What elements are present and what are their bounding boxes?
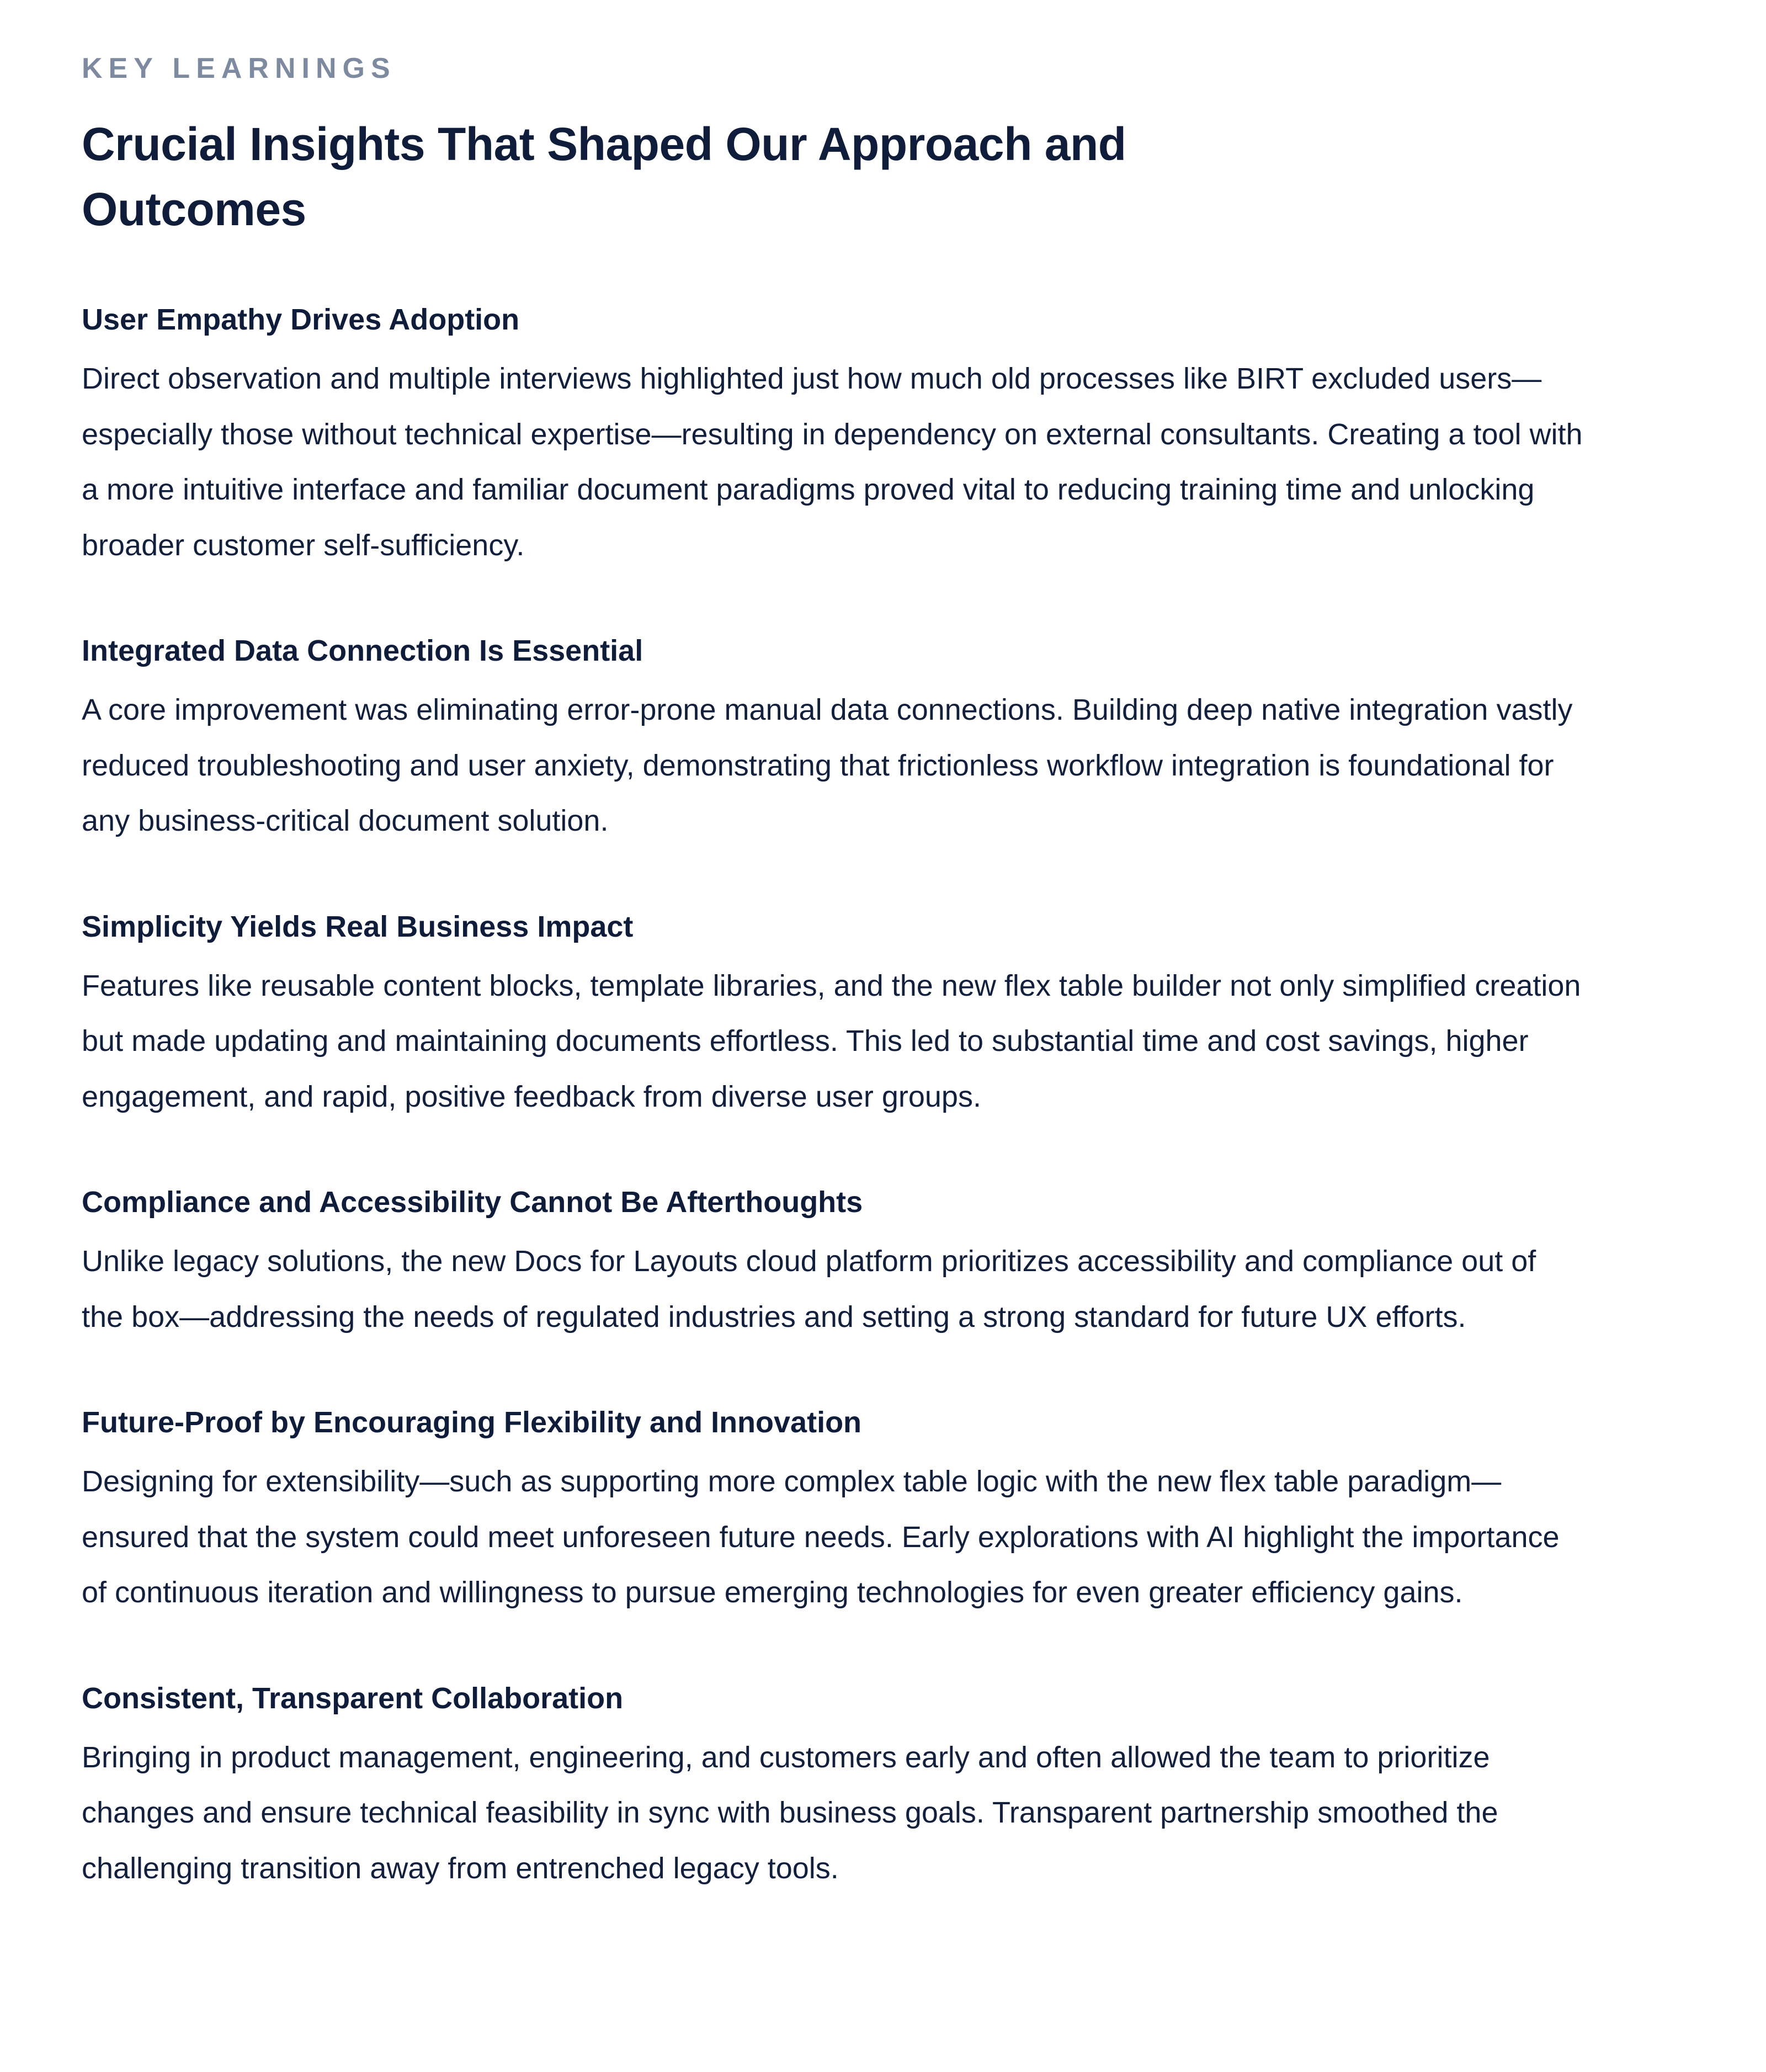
learning-heading: Future-Proof by Encouraging Flexibility and Innovation bbox=[82, 1406, 862, 1439]
learning-body: A core improvement was eliminating error-prone manual data connections. Building deep native integration vastly reduced troubleshooting and user anxiety, demonstrating that frictionless workflow integration is foundational for any business-critical document solution. bbox=[82, 693, 1573, 837]
learning-body: Designing for extensibility—such as supporting more complex table logic with the new flex table paradigm—ensured that the system could meet unforeseen future needs. Early explorations with AI highlight the importance of continuous iteration and willingness to pursue emerging technologies for even greater efficiency gains. bbox=[82, 1465, 1560, 1609]
learnings-list bbox=[82, 298, 1684, 1896]
section-eyebrow: KEY LEARNINGS bbox=[82, 52, 396, 84]
learning-item-data-connection bbox=[82, 629, 1684, 849]
learning-heading: User Empathy Drives Adoption bbox=[82, 303, 520, 336]
learning-body: Direct observation and multiple interviews highlighted just how much old processes like BIRT excluded users—especially those without technical expertise—resulting in dependency on external consultants. Creating a tool with a more intuitive interface and familiar document paradigms proved vital to reducing training time and unlocking broader customer self-sufficiency. bbox=[82, 362, 1583, 562]
learning-item-compliance bbox=[82, 1181, 1684, 1345]
learning-item-simplicity bbox=[82, 905, 1684, 1125]
page-title: Crucial Insights That Shaped Our Approach and Outcomes bbox=[82, 118, 1126, 235]
learning-body: Bringing in product management, engineering, and customers early and often allowed the team to prioritize changes and ensure technical feasibility in sync with business goals. Transparent partnership smoothed the challenging transition away from entrenched legacy tools. bbox=[82, 1740, 1498, 1885]
learning-body: Features like reusable content blocks, template libraries, and the new flex table builder not only simplified creation but made updating and maintaining documents effortless. This led to substantial time and cost savings, higher engagement, and rapid, positive feedback from diverse user groups. bbox=[82, 969, 1581, 1113]
learning-heading: Simplicity Yields Real Business Impact bbox=[82, 910, 634, 943]
learning-heading: Integrated Data Connection Is Essential bbox=[82, 634, 643, 667]
learning-heading: Compliance and Accessibility Cannot Be Afterthoughts bbox=[82, 1186, 863, 1219]
learning-item-future-proof bbox=[82, 1401, 1684, 1621]
learning-item-user-empathy bbox=[82, 298, 1684, 573]
learning-body: Unlike legacy solutions, the new Docs for Layouts cloud platform prioritizes accessibility and compliance out of the box—addressing the needs of regulated industries and setting a strong standard for future UX efforts. bbox=[82, 1245, 1536, 1333]
learning-heading: Consistent, Transparent Collaboration bbox=[82, 1681, 624, 1715]
learning-item-collaboration bbox=[82, 1677, 1684, 1896]
